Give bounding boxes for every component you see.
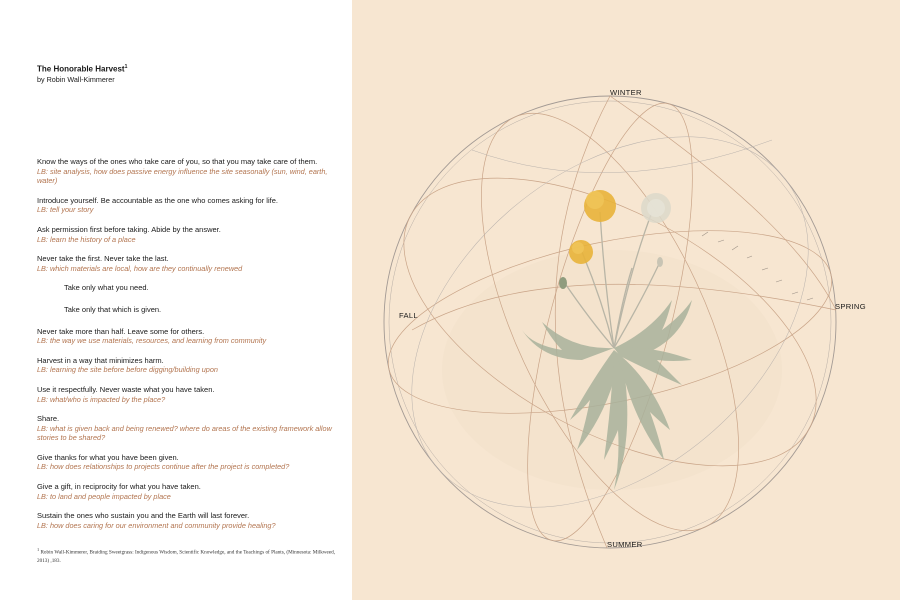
principle-text: Sustain the ones who sustain you and the Earth will last forever. [37,511,250,521]
dandelion-bud [657,257,663,267]
principle-item [37,327,345,346]
principle-text: Ask permission first before taking. Abide by the answer. [37,224,221,234]
principle-item [37,157,345,186]
seed [776,280,782,282]
principle-item [37,196,345,215]
principle-text: Harvest in a way that minimizes harm. [37,355,164,365]
season-label-winter: WINTER [610,88,642,97]
seed [702,232,708,236]
title-footnote-mark: 1 [124,64,128,70]
document-title [37,62,127,75]
principle-item [37,225,345,244]
principle-text: Introduce yourself. Be accountable as the one who comes asking for life. [37,195,278,205]
principle-note: LB: what is given back and being renewed? where do areas of the existing framework allow stories to be shared? [37,423,332,443]
season-label-spring: SPRING [835,302,866,311]
season-label-fall: FALL [399,311,418,320]
seed [792,292,798,294]
principle-note: LB: what/who is impacted by the place? [37,394,166,404]
principle-text: Never take more than half. Leave some for others. [37,326,205,336]
principle-note: LB: the way we use materials, resources, and learning from community [37,336,267,346]
seed [762,268,768,270]
principle-item [37,254,345,273]
principle-item [37,482,345,501]
principle-note: LB: how does caring for our environment and community provide healing? [37,520,276,530]
title-text: The Honorable Harvest [37,64,125,74]
principle-text: Give thanks for what you have been given. [37,452,179,462]
seed [747,256,752,258]
principle-text: Share. [37,414,60,424]
principle-note: LB: which materials are local, how are they continually renewed [37,263,243,273]
footnote-text: Robin Wall-Kimmerer, Braiding Sweetgrass: Indigenous Wisdom, Scientific Knowledge, and the Teachings of Plants, (Minnesota: Milkweed, 2013) ,183. [37,549,336,564]
footnote [37,546,337,565]
title-block [37,62,127,85]
principle-note: LB: learn the history of a place [37,234,136,244]
principle-item [37,511,345,530]
principles-list [37,157,345,540]
principle-note: LB: how does relationships to projects continue after the project is completed? [37,462,290,472]
seed [807,298,813,300]
document-author: by Robin Wall-Kimmerer [37,74,115,84]
principle-item [37,283,345,293]
principle-item [37,385,345,404]
principle-text: Know the ways of the ones who take care of you, so that you may take care of them. [37,157,318,166]
principle-item [37,356,345,375]
principle-item [37,305,345,315]
principle-item [37,453,345,472]
seed [732,246,738,250]
principle-text: Use it respectfully. Never waste what you have taken. [37,384,215,394]
principle-note: LB: learning the site before before digging/building upon [37,365,218,375]
principle-text: Take only that which is given. [64,304,162,314]
principle-note: LB: tell your story [37,205,94,215]
dandelion-bud [559,277,567,289]
principle-note: LB: to land and people impacted by place [37,491,171,501]
text-page [0,0,352,600]
principle-text: Take only what you need. [64,283,149,293]
principle-text: Never take the first. Never take the last. [37,254,169,264]
dandelion-seed-head-core [647,199,665,217]
principle-item [37,414,345,443]
principle-note: LB: site analysis, how does passive energy influence the site seasonally (sun, wind, earth, water) [37,166,328,186]
dandelion-flower-highlight [586,191,604,209]
principle-text: Give a gift, in reciprocity for what you have taken. [37,482,201,492]
dandelion-flower-highlight [572,242,584,254]
illustration-page [352,0,900,600]
seed [718,240,724,242]
season-label-summer: SUMMER [607,540,643,549]
footnote-mark: 1 [37,547,40,552]
